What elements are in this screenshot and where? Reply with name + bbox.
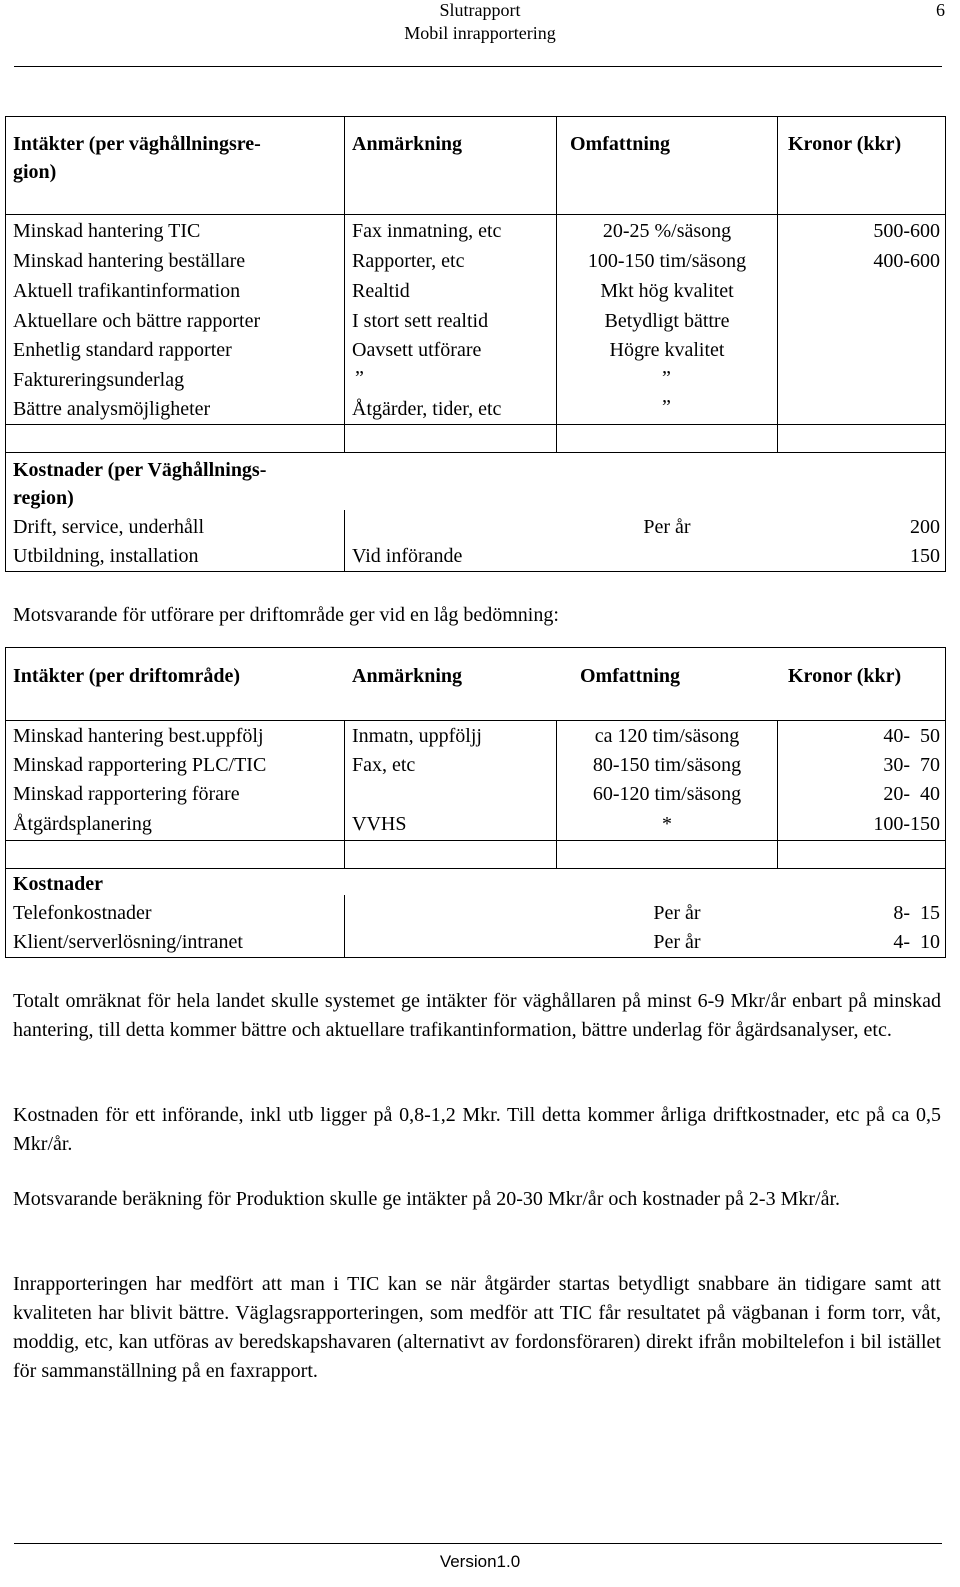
column-header: gion) bbox=[13, 161, 57, 183]
header-rule bbox=[14, 66, 942, 67]
paragraph: Motsvarande beräkning för Produktion skulle ge intäkter på 20-30 Mkr/år och kostnader på 2-3 Mkr/år. bbox=[13, 1188, 841, 1210]
paragraph: Inrapporteringen har medfört att man i TIC kan se när åtgärder startas betydligt snabbare än tidigare samt att kvaliteten har blivit bättre. Väglagsrapporteringen, som medför att TIC får resultatet på vägbanan i form torr, våt, moddig, etc, kan utföras av beredskapshavaren (alternativt av fordonsföraren) direkt ifrån mobiltelefon i bil istället för sammanställning på en faxrapport. bbox=[13, 1273, 941, 1382]
paragraph: Totalt omräknat för hela landet skulle systemet ge intäkter för väghållaren på minst 6-9 Mkr/år enbart på minskad hantering, till detta kommer bättre och aktuellare trafikantinformation, bättre underlag för ågärdsanalyser, etc. bbox=[13, 990, 941, 1041]
column-header: Kronor (kkr) bbox=[788, 665, 902, 687]
cost-heading: Kostnader bbox=[13, 873, 103, 895]
column-header: Anmärkning bbox=[352, 665, 463, 687]
document-title: Slutrapport bbox=[439, 0, 521, 20]
column-header: Intäkter (per väghållningsre- bbox=[13, 133, 261, 155]
column-header: Omfattning bbox=[580, 665, 680, 687]
cost-heading: region) bbox=[13, 487, 74, 509]
column-header: Omfattning bbox=[570, 133, 670, 155]
footer-rule bbox=[14, 1543, 942, 1544]
cost-heading: Kostnader (per Väghållnings- bbox=[13, 459, 267, 481]
page-number: 6 bbox=[936, 0, 945, 20]
column-header: Kronor (kkr) bbox=[788, 133, 902, 155]
version-label: Version1.0 bbox=[439, 1552, 521, 1571]
document-subtitle: Mobil inrapportering bbox=[404, 23, 556, 43]
column-header: Anmärkning bbox=[352, 133, 463, 155]
intro-text: Motsvarande för utförare per driftområde ger vid en låg bedömning: bbox=[13, 604, 559, 626]
paragraph: Kostnaden för ett införande, inkl utb ligger på 0,8-1,2 Mkr. Till detta kommer årliga driftkostnader, etc på ca 0,5 Mkr/år. bbox=[13, 1104, 941, 1155]
column-header: Intäkter (per driftområde) bbox=[13, 665, 240, 687]
